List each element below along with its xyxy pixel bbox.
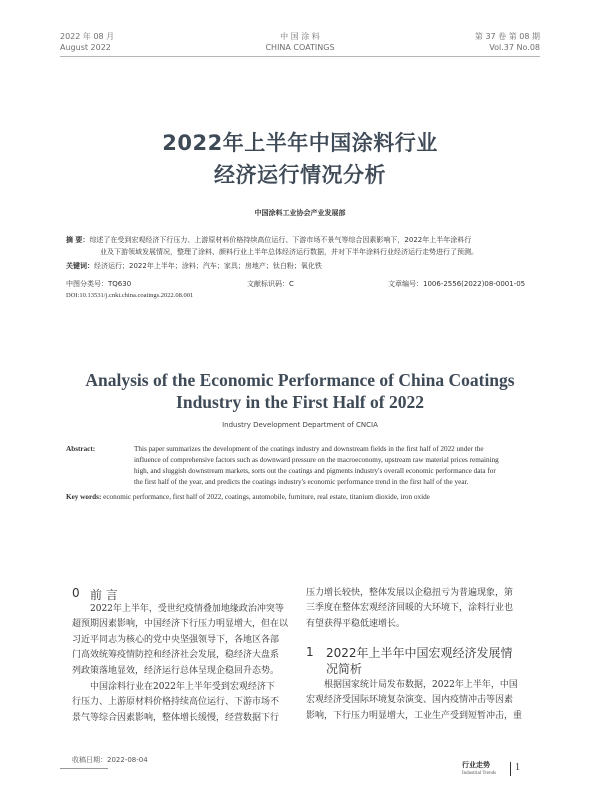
section-1-paragraph-1: [306, 678, 536, 693]
article-number: 文章编号：1006-2556(2022)08-0001-05: [388, 280, 526, 288]
para-line: 有望获得平稳低速增长。: [306, 618, 406, 629]
abstract-cn: [66, 234, 536, 246]
header-issue-cn: 第 37 卷 第 08 期: [474, 32, 540, 41]
header-rule: [60, 56, 540, 57]
header-issue-en: Vol.37 No.08: [489, 43, 540, 52]
section-0-number: 0: [72, 586, 80, 600]
abstract-en-line-2: influence of comprehensive factors such as downward pressure on the macroeconomy, upstream raw material prices remaining: [134, 456, 499, 464]
section-0-title: 前 言: [90, 588, 118, 602]
para-line: 压力增长较快，整体发展以企稳扭亏为普遍现象，第: [306, 588, 514, 598]
keywords-cn: [66, 260, 536, 272]
received-date: 收稿日期：2022-08-04: [72, 756, 148, 764]
page-divider: [510, 762, 511, 776]
keywords-en-text: economic performance, first half of 2022, coatings, automobile, furniture, real estate, titanium dioxide, iron oxide: [103, 493, 430, 501]
para-line: 景气等综合因素影响，整体增长缓慢，经营数据下行: [72, 712, 280, 723]
section-1-title-line-1: 2022年上半年中国宏观经济发展情: [326, 646, 513, 660]
para-line: 根据国家统计局发布数据，2022年上半年，中国: [324, 680, 518, 690]
section-1-title-line-2: 况简析: [326, 662, 363, 676]
keywords-en: [66, 492, 536, 503]
column-brand-cn: 行业走势: [462, 761, 490, 769]
abstract-en-line-1: This paper summarizes the development of the coatings industry and downstream fields in the first half of 2022 under the: [134, 445, 484, 453]
para-line: 宏观经济受国际环境复杂演变、国内疫情冲击等因素: [306, 695, 514, 706]
abstract-en-line-3: high, and sluggish downstream markets, sorts out the coatings and pigments industry's overall economic performance data for: [134, 467, 496, 475]
right-paragraph-continued: [306, 586, 536, 632]
section-0-paragraph-2-rest: [72, 695, 298, 726]
title-en-line-1: Analysis of the Economic Performance of China Coatings: [85, 370, 515, 390]
keywords-cn-label: 关键词：: [66, 262, 94, 270]
header-journal-en: CHINA COATINGS: [265, 43, 335, 52]
section-0-paragraph-1-rest: [72, 617, 298, 679]
header-journal-cn: 中 国 涂 料: [280, 32, 320, 41]
para-line: 习近平同志为核心的党中央坚强领导下，各地区各部: [72, 634, 280, 645]
para-line: 影响，下行压力明显增大，工业生产受到短暂冲击，重: [306, 710, 523, 721]
section-1-number: 1: [306, 645, 314, 659]
section-0-paragraph-1: [72, 602, 298, 617]
page-number: 1: [515, 762, 520, 773]
para-line: 列政策落地显效，经济运行总体呈现企稳回升态势。: [72, 665, 280, 676]
para-line: 中国涂料行业在2022年上半年受到宏观经济下: [90, 682, 275, 692]
section-0-paragraph-2: [72, 680, 298, 695]
title-en-line-2: Industry in the First Half of 2022: [176, 392, 424, 412]
keywords-cn-text: 经济运行；2022年上半年；涂料；汽车；家具；房地产；钛白粉；氧化铁: [94, 262, 322, 270]
para-line: 行压力、上游原材料价格持续高位运行、下游市场不: [72, 697, 280, 708]
clc-number: 中图分类号：TQ630: [66, 280, 132, 288]
abstract-en-line-4: the first half of the year, and predicts the coatings industry's economic performance trend in the first half of the year.: [134, 478, 469, 486]
header-date-cn: 2022 年 08 月: [60, 32, 115, 41]
author-en: Industry Development Department of CNCIA: [222, 421, 378, 429]
doi: DOI:10.13531/j.cnki.china.coatings.2022.08.001: [66, 292, 194, 299]
section-1-title: [326, 645, 513, 677]
abstract-cn-line-1: 综述了在受到宏观经济下行压力、上游原材料价格持续高位运行、下游市场不景气等综合因素影响下，2022年上半年涂料行: [89, 236, 472, 244]
abstract-cn-line-2: 业及下游领域发展情况，整理了涂料、颜料行业上半年总体经济运行数据，并对下半年涂料行业经济运行走势进行了预测。: [100, 248, 478, 256]
author-cn: 中国涂料工业协会产业发展部: [254, 209, 346, 217]
section-1-paragraph-1-rest: [306, 693, 536, 724]
title-cn-line-1: 2022年上半年中国涂料行业: [162, 131, 438, 155]
para-line: 2022年上半年，受世纪疫情叠加地缘政治冲突等: [90, 604, 284, 614]
keywords-en-label: Key words:: [66, 493, 102, 501]
header-date-en: August 2022: [60, 43, 111, 52]
abstract-en-label: Abstract:: [66, 445, 96, 453]
document-code: 文献标识码：C: [247, 280, 294, 288]
header-right: [475, 31, 540, 53]
column-brand-en: Industrial Trends: [462, 771, 497, 776]
para-line: 门高效统筹疫情防控和经济社会发展，稳经济大盘系: [72, 650, 280, 661]
para-line: 三季度在整体宏观经济回暖的大环境下，涂料行业也: [306, 603, 514, 614]
footnote-rule: [60, 768, 108, 769]
title-cn-line-2: 经济运行情况分析: [214, 163, 386, 187]
para-line: 超预期因素影响，中国经济下行压力明显增大，但在以: [72, 619, 289, 630]
abstract-cn-label: 摘 要：: [66, 236, 90, 244]
